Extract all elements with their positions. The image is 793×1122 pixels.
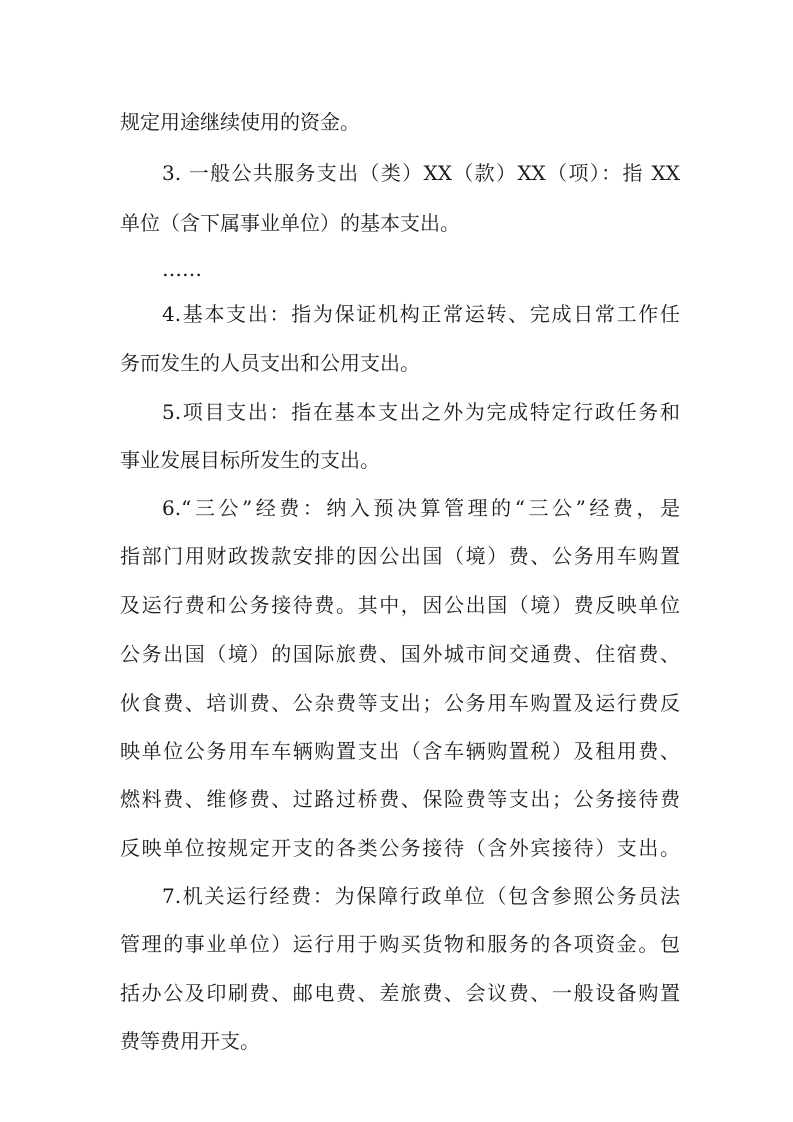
paragraph-line: 括办公及印刷费、邮电费、差旅费、会议费、一般设备购置 [120, 981, 680, 1005]
paragraph-line: 4.基本支出：指为保证机构正常运转、完成日常工作任 [162, 302, 680, 326]
ellipsis-line: …… [162, 257, 202, 281]
paragraph-line: 3. 一般公共服务支出（类）XX（款）XX（项）：指 XX [162, 161, 680, 185]
paragraph-line: 反映单位按规定开支的各类公务接待（含外宾接待）支出。 [120, 836, 680, 860]
paragraph-line: 指部门用财政拨款安排的因公出国（境）费、公务用车购置 [120, 544, 680, 568]
paragraph-line: 费等费用开支。 [120, 1029, 260, 1053]
paragraph-line: 映单位公务用车车辆购置支出（含车辆购置税）及租用费、 [120, 739, 680, 763]
paragraph-line: 燃料费、维修费、过路过桥费、保险费等支出；公务接待费 [120, 787, 680, 811]
paragraph-line: 6.“三公”经费：纳入预决算管理的“三公”经费，是 [162, 496, 680, 520]
paragraph-line: 及运行费和公务接待费。其中，因公出国（境）费反映单位 [120, 593, 680, 617]
paragraph-line: 务而发生的人员支出和公用支出。 [120, 351, 420, 375]
paragraph-line: 管理的事业单位）运行用于购买货物和服务的各项资金。包 [120, 932, 680, 956]
paragraph-line: 伙食费、培训费、公杂费等支出；公务用车购置及运行费反 [120, 691, 680, 715]
paragraph-line: 公务出国（境）的国际旅费、国外城市间交通费、住宿费、 [120, 642, 680, 666]
paragraph-line: 单位（含下属事业单位）的基本支出。 [120, 211, 460, 235]
paragraph-line: 5.项目支出：指在基本支出之外为完成特定行政任务和 [162, 400, 680, 424]
paragraph-line: 事业发展目标所发生的支出。 [120, 448, 380, 472]
paragraph-line: 规定用途继续使用的资金。 [120, 110, 360, 134]
paragraph-line: 7.机关运行经费：为保障行政单位（包含参照公务员法 [162, 884, 680, 908]
